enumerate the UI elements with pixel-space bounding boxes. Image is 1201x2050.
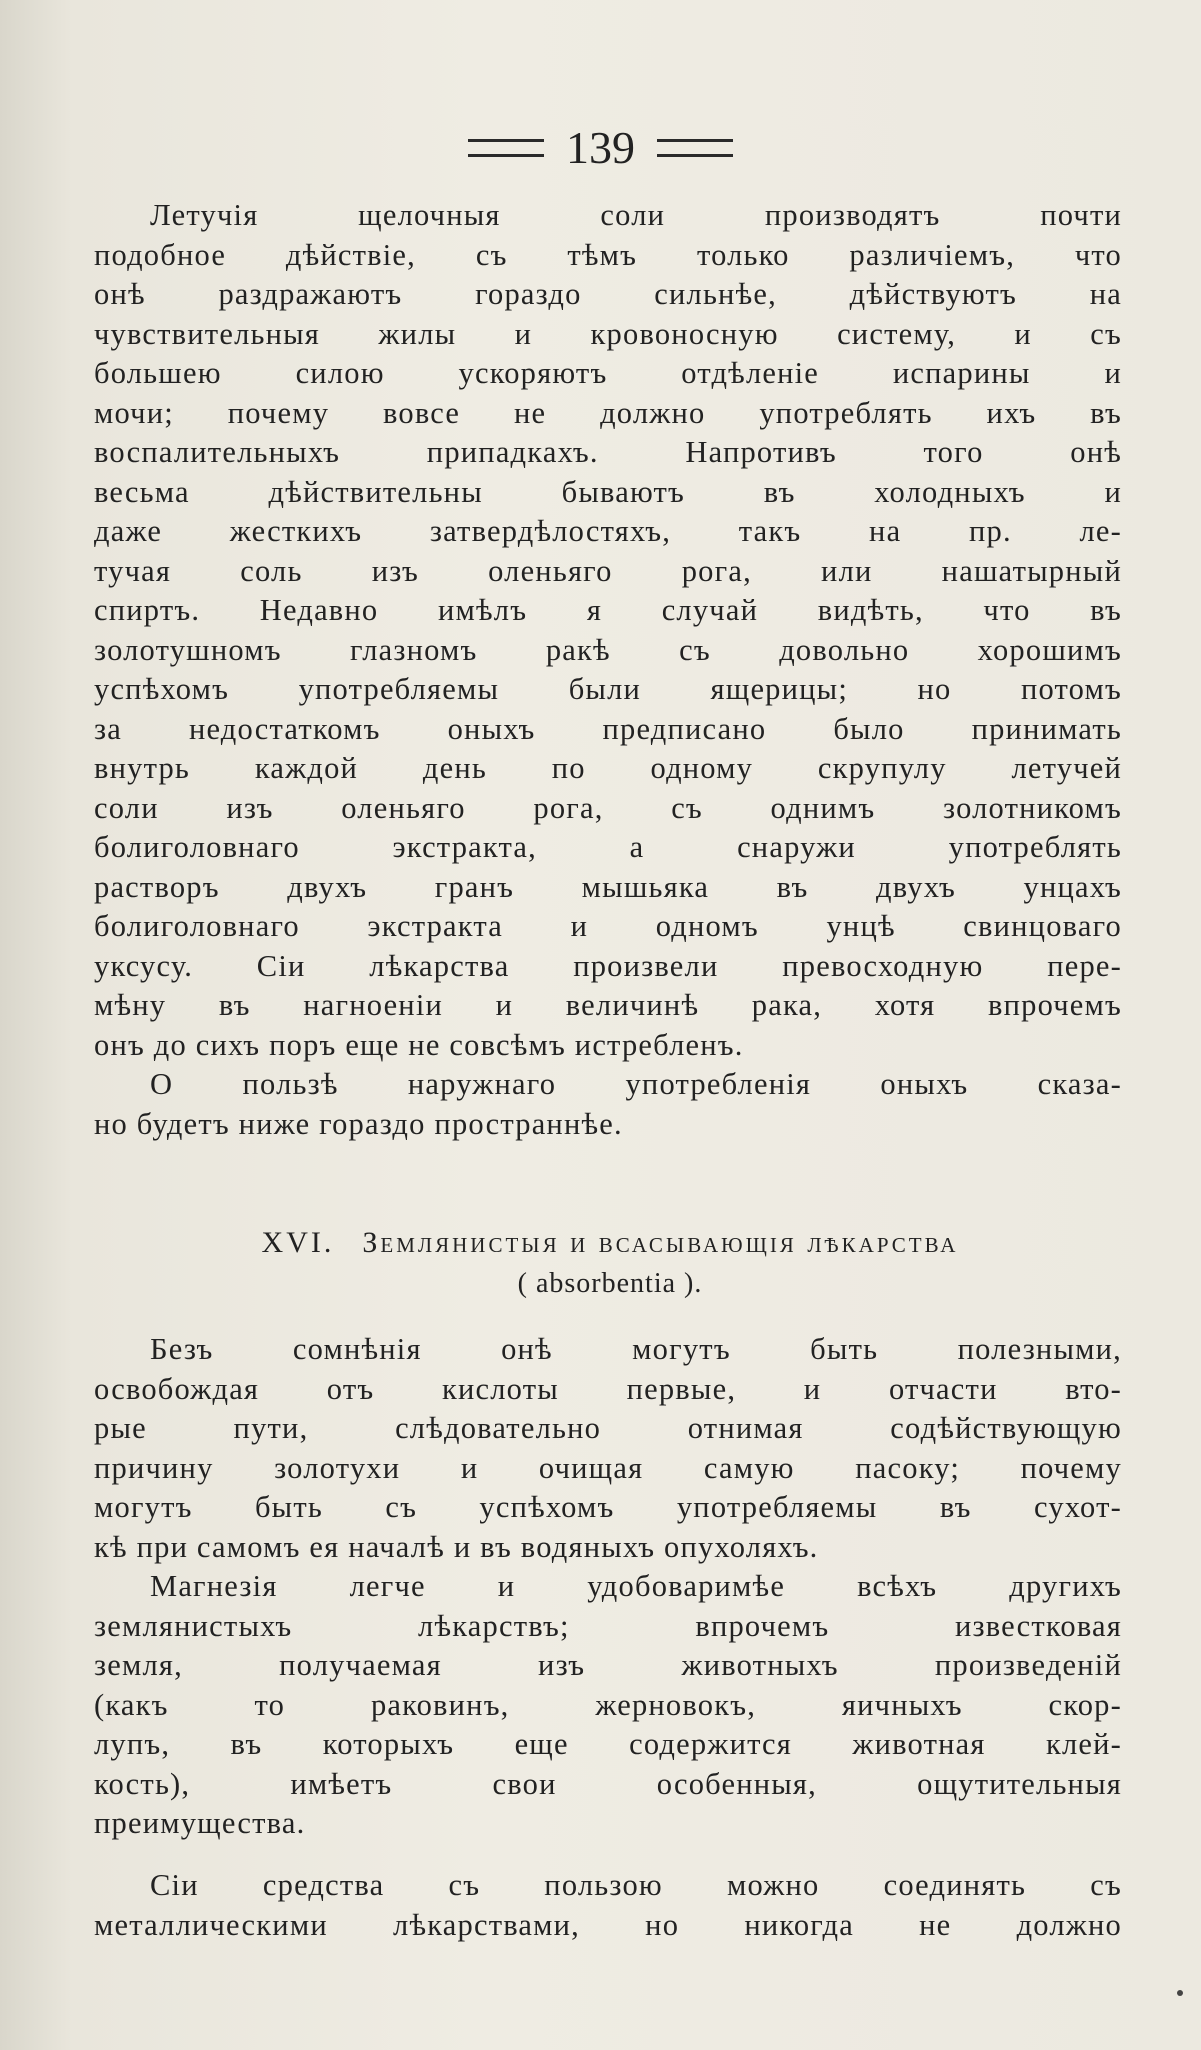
text-line: большею силою ускоряютъ отдѣленіе испарины и — [94, 356, 1122, 390]
text-line: золотушномъ глазномъ ракѣ съ довольно хорошимъ — [94, 632, 1122, 667]
text-line: но будетъ ниже гораздо пространнѣе. — [94, 1106, 623, 1141]
text-line: мѣну въ нагноеніи и величинѣ рака, хотя впрочемъ — [94, 988, 1122, 1022]
text-line: соли изъ оленьяго рога, съ однимъ золотникомъ — [94, 790, 1122, 825]
text-line: кѣ при самомъ ея началѣ и въ водяныхъ опухоляхъ. — [94, 1529, 819, 1564]
section-latin-title: ( absorbentia ). — [517, 1268, 703, 1299]
text-line: Сіи средства съ пользою можно соединять съ — [150, 1868, 1122, 1902]
text-line: успѣхомъ употребляемы были ящерицы; но потомъ — [94, 672, 1122, 706]
text-line: Магнезія легче и удобоваримѣе всѣхъ другихъ — [150, 1569, 1122, 1603]
text-line: Летучія щелочныя соли производятъ почти — [150, 198, 1122, 232]
text-line: тучая соль изъ оленьяго рога, или нашатырный — [94, 553, 1122, 588]
section-title-line — [140, 1222, 1080, 1264]
paragraph-4 — [94, 1567, 1122, 1844]
paragraph-1 — [94, 196, 1122, 1065]
page-header — [0, 118, 1201, 178]
text-line: землянистыхъ лѣкарствъ; впрочемъ известковая — [94, 1608, 1122, 1643]
text-block-lower — [94, 1330, 1122, 1844]
text-line: весьма дѣйствительны бываютъ въ холодныхъ и — [94, 474, 1122, 509]
text-block-upper — [94, 196, 1122, 1144]
text-line: болиголовнаго экстракта, а снаружи употреблять — [94, 830, 1122, 864]
paragraph-3 — [94, 1330, 1122, 1567]
text-line: подобное дѣйствіе, съ тѣмъ только различіемъ, что — [94, 237, 1122, 272]
text-line: освобождая отъ кислоты первые, и отчасти вто- — [94, 1371, 1122, 1406]
text-line: могутъ быть съ успѣхомъ употребляемы въ сухот- — [94, 1490, 1122, 1524]
text-line: спиртъ. Недавно имѣлъ я случай видѣть, что въ — [94, 593, 1122, 627]
text-line: за недостаткомъ оныхъ предписано было принимать — [94, 711, 1122, 746]
text-line: мочи; почему вовсе не должно употреблять ихъ въ — [94, 395, 1122, 430]
text-line: преимущества. — [94, 1806, 306, 1840]
header-rule-right — [657, 139, 733, 157]
paragraph-2 — [94, 1065, 1122, 1144]
text-line: онъ до сихъ поръ еще не совсѣмъ истребленъ. — [94, 1027, 744, 1062]
text-line: внутрь каждой день по одному скрупулу летучей — [94, 751, 1122, 785]
text-line: чувствительныя жилы и кровоносную систему, и съ — [94, 316, 1122, 351]
text-line: болиголовнаго экстракта и одномъ унцѣ свинцоваго — [94, 909, 1122, 943]
text-line: рые пути, слѣдовательно отнимая содѣйствующую — [94, 1411, 1122, 1445]
text-line: земля, получаемая изъ животныхъ произведеній — [94, 1648, 1122, 1682]
page-number: 139 — [566, 122, 635, 173]
text-line: растворъ двухъ гранъ мышьяка въ двухъ унцахъ — [94, 869, 1122, 904]
section-heading — [140, 1222, 1080, 1304]
section-title: Землянистыя и всасывающія лѣкарства — [362, 1226, 959, 1259]
text-line: даже жесткихъ затвердѣлостяхъ, такъ на пр. ле- — [94, 514, 1122, 548]
text-line: О пользѣ наружнаго употребленія оныхъ сказа- — [150, 1067, 1122, 1101]
text-block-bottom — [94, 1866, 1122, 1945]
header-rule-left — [468, 139, 544, 157]
text-line: (какъ то раковинъ, жерновокъ, яичныхъ скор- — [94, 1687, 1122, 1722]
text-line: уксусу. Сіи лѣкарства произвели превосходную пере- — [94, 948, 1122, 983]
text-line: металлическими лѣкарствами, но никогда не должно — [94, 1907, 1122, 1942]
text-line: воспалительныхъ припадкахъ. Напротивъ того онѣ — [94, 435, 1122, 469]
paragraph-5 — [94, 1866, 1122, 1945]
text-line: Безъ сомнѣнія онѣ могутъ быть полезными, — [150, 1332, 1122, 1366]
ink-speck — [1177, 1990, 1183, 1996]
text-line: лупъ, въ которыхъ еще содержится животная клей- — [94, 1727, 1122, 1761]
text-line: онѣ раздражаютъ гораздо сильнѣе, дѣйствуютъ на — [94, 277, 1122, 311]
text-line: кость), имѣетъ свои особенныя, ощутительныя — [94, 1766, 1122, 1801]
section-number: XVI. — [261, 1226, 335, 1259]
text-line: причину золотухи и очищая самую пасоку; почему — [94, 1450, 1122, 1485]
